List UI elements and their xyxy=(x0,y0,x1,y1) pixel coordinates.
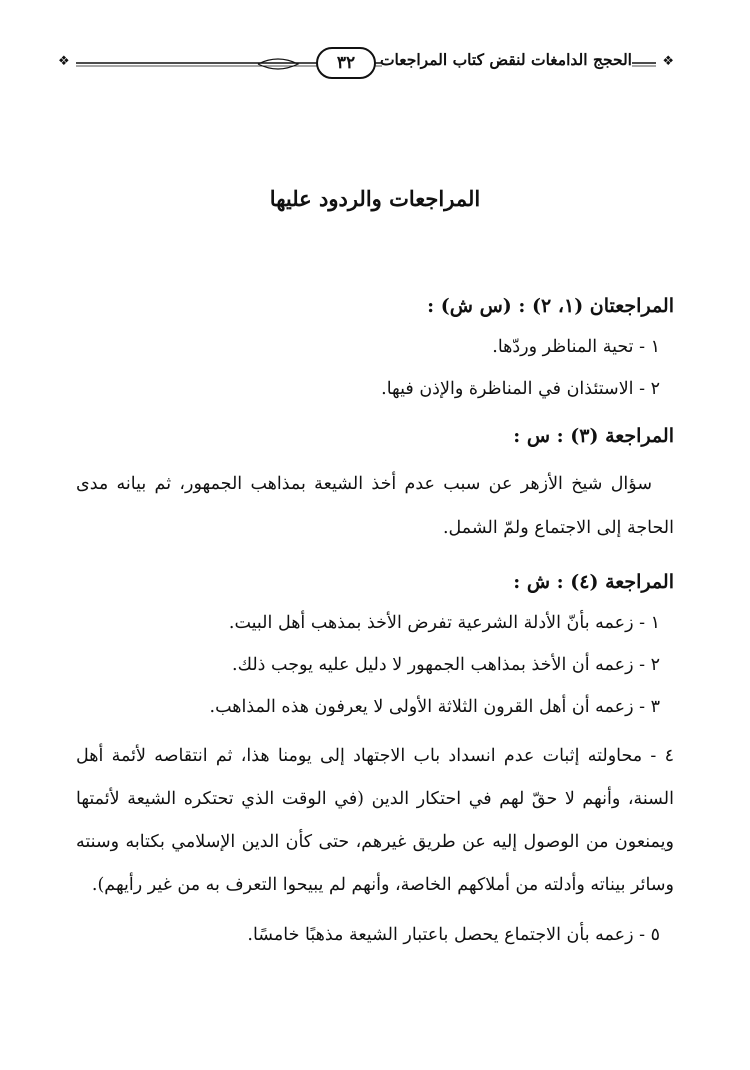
header-ornament-left-icon: ❖ xyxy=(58,54,70,69)
page-title: المراجعات والردود عليها xyxy=(269,186,481,211)
list-item: ٤ - محاولته إثبات عدم انسداد باب الاجتهاد إلى يومنا هذا، ثم انتقاصه لأئمة أهل السنة، وأنهم لا حقّ لهم في احتكار الدين (في الوقت الذي تحتكره الشيعة لأئمتها ويمنعون من الوصول إليه عن طريق غيرهم، حتى كأن الدين الإسلامي بكتابه وسنته وسائر بيناته وأدلته من أملاكهم الخاصة، وأنهم لم يبيحوا التعرف به من غير رأيهم). xyxy=(76,746,674,895)
page-header xyxy=(58,42,674,82)
list-item: ٢ - الاستئذان في المناظرة والإذن فيها. xyxy=(381,379,660,399)
running-title: الحجج الدامغات لنقض كتاب المراجعات xyxy=(379,50,632,69)
header-ornament-right-icon: ❖ xyxy=(662,54,674,69)
list-item: ١ - تحية المناظر وردّها. xyxy=(492,337,660,357)
list-item: ١ - زعمه بأنّ الأدلة الشرعية تفرض الأخذ بمذهب أهل البيت. xyxy=(228,613,660,633)
section-paragraph: سؤال شيخ الأزهر عن سبب عدم أخذ الشيعة بمذاهب الجمهور، ثم بيانه مدى الحاجة إلى الاجتماع ولمّ الشمل. xyxy=(76,474,674,538)
section-heading-1: المراجعتان (١، ٢) : (س ش) : xyxy=(427,295,674,317)
section-heading-3: المراجعة (٤) : ش : xyxy=(513,571,674,593)
section-heading-2: المراجعة (٣) : س : xyxy=(513,425,674,447)
main-content xyxy=(76,286,674,956)
page-number: ٣٢ xyxy=(316,47,376,79)
list-item: ٥ - زعمه بأن الاجتماع يحصل باعتبار الشيعة مذهبًا خامسًا. xyxy=(247,925,660,945)
list-item: ٢ - زعمه أن الأخذ بمذاهب الجمهور لا دليل عليه يوجب ذلك. xyxy=(232,655,660,675)
list-item: ٣ - زعمه أن أهل القرون الثلاثة الأولى لا يعرفون هذه المذاهب. xyxy=(209,697,660,717)
